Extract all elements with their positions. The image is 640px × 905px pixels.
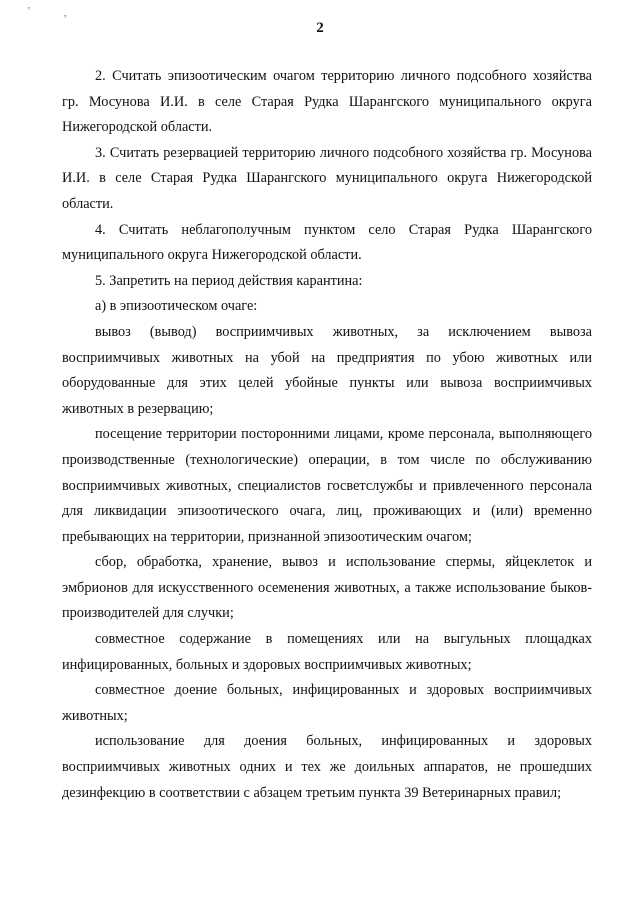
paragraph-item-5: 5. Запретить на период действия карантина: (95, 272, 363, 289)
scan-mark: ' (28, 6, 30, 17)
paragraph-subitem-a: а) в эпизоотическом очаге: (95, 298, 258, 315)
paragraph-export-ban: вывоз (вывод) восприимчивых животных, за исключением вывоза восприимчивых животных на убой на предприятия по убою животных или оборудованные для этих целей убойные пункты или вывоза восприимчивых животных в резервацию; (62, 323, 592, 417)
document-body (62, 64, 592, 806)
paragraph-joint-keeping-ban: совместное содержание в помещениях или на выгульных площадках инфицированных, больных и здоровых восприимчивых животных; (62, 631, 592, 673)
paragraph-sperm-ban: сбор, обработка, хранение, вывоз и использование спермы, яйцеклеток и эмбрионов для искусственного осеменения животных, а также использование быков-производителей для случки; (62, 554, 592, 622)
paragraph-joint-milking-ban: совместное доение больных, инфицированных и здоровых восприимчивых животных; (62, 682, 592, 724)
page-number: 2 (316, 20, 324, 36)
paragraph-item-2: 2. Считать эпизоотическим очагом территорию личного подсобного хозяйства гр. Мосунова И.И. в селе Старая Рудка Шарангского муниципального округа Нижегородской области. (62, 68, 592, 136)
paragraph-visit-ban: посещение территории посторонними лицами, кроме персонала, выполняющего производственные (технологические) операции, в том числе по обслуживанию восприимчивых животных, специалистов госветслужбы и привлеченного персонала для ликвидации эпизоотического очага, лиц, проживающих и (или) временно пребывающих на территории, признанной эпизоотическим очагом; (62, 426, 592, 545)
paragraph-milking-equipment-ban: использование для доения больных, инфицированных и здоровых восприимчивых животных одних и тех же доильных аппаратов, не прошедших дезинфекцию в соответствии с абзацем третьим пункта 39 Ветеринарных правил; (62, 733, 592, 801)
scan-mark: , (64, 8, 67, 19)
paragraph-item-3: 3. Считать резервацией территорию личного подсобного хозяйства гр. Мосунова И.И. в селе Старая Рудка Шарангского муниципального округа Нижегородской области. (62, 144, 592, 212)
paragraph-item-4: 4. Считать неблагополучным пунктом село Старая Рудка Шарангского муниципального округа Нижегородской области. (62, 221, 592, 264)
